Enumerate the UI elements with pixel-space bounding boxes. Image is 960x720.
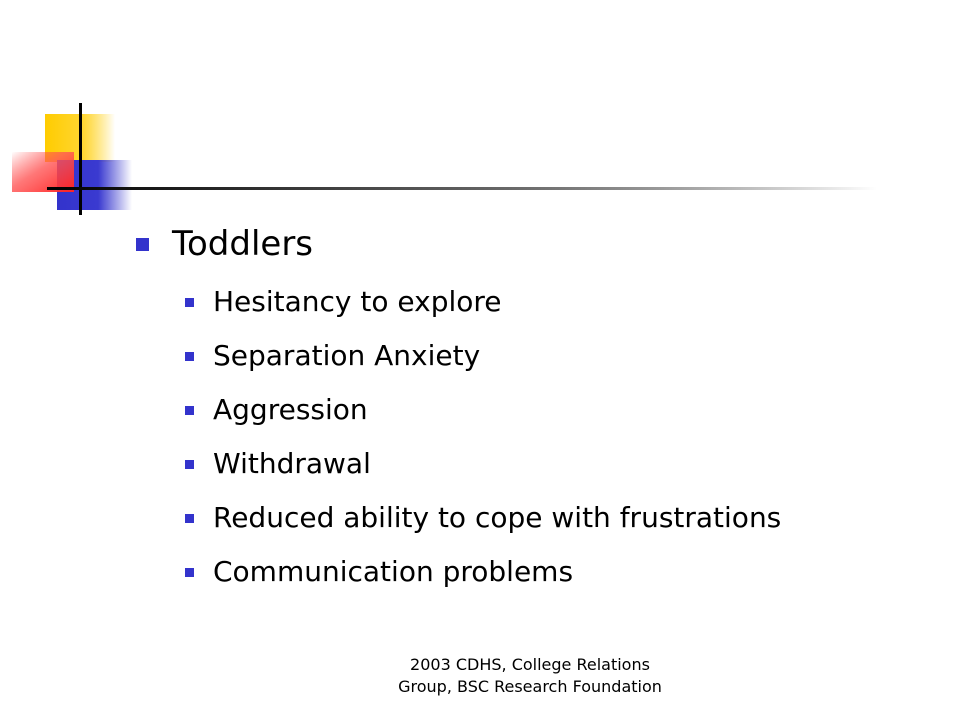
square-bullet-icon [185, 568, 194, 577]
square-bullet-icon [185, 352, 194, 361]
list-item-text: Separation Anxiety [213, 339, 481, 372]
bullet-level1-toddlers [136, 218, 313, 270]
square-bullet-icon [185, 298, 194, 307]
footer-line-2: Group, BSC Research Foundation [398, 677, 662, 696]
list-item-text: Aggression [213, 393, 368, 426]
square-bullet-icon [185, 514, 194, 523]
list-item-text: Reduced ability to cope with frustrations [213, 501, 782, 534]
list-item [185, 282, 502, 322]
list-item-text: Communication problems [213, 555, 574, 588]
list-item [185, 336, 480, 376]
list-item-text: Withdrawal [213, 447, 371, 480]
list-item-text: Hesitancy to explore [213, 285, 502, 318]
list-item [185, 444, 371, 484]
slide-footer [380, 654, 680, 698]
square-bullet-icon [185, 406, 194, 415]
list-item [185, 552, 573, 592]
footer-line-1: 2003 CDHS, College Relations [410, 655, 650, 674]
square-bullet-icon [136, 238, 149, 251]
list-item [185, 390, 368, 430]
list-item [185, 498, 781, 538]
square-bullet-icon [185, 460, 194, 469]
bullet-heading: Toddlers [172, 224, 314, 264]
